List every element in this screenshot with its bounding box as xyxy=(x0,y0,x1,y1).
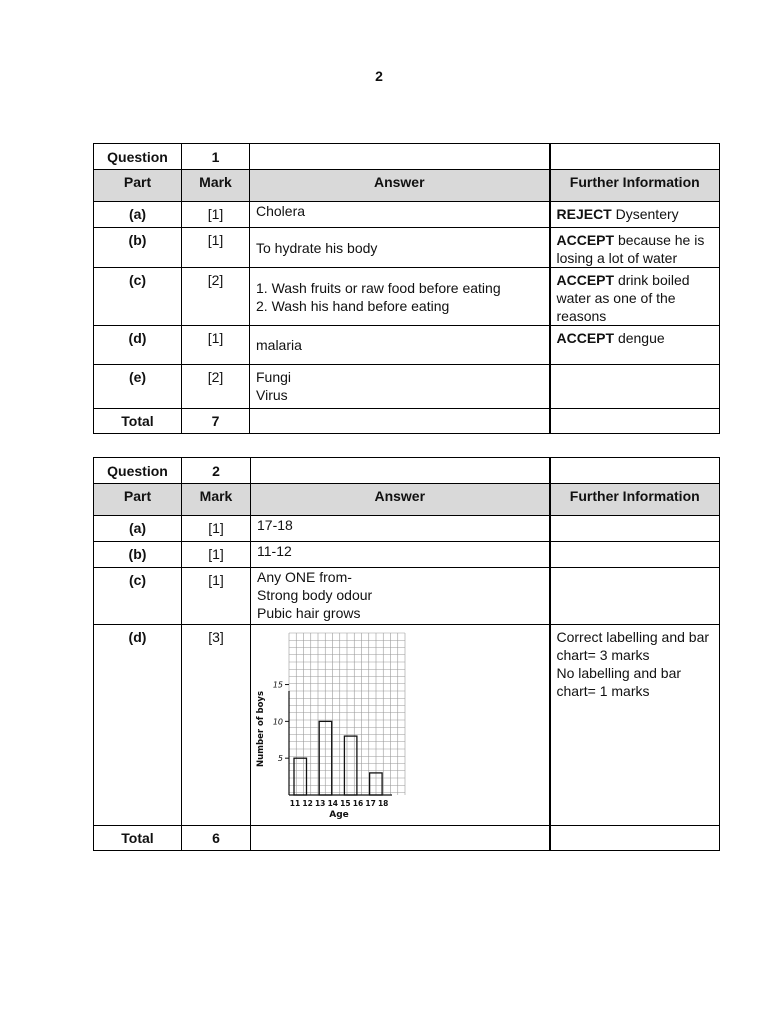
info-keyword: ACCEPT xyxy=(556,272,615,288)
x-tick-label: 12 xyxy=(302,799,313,808)
x-tick-label: 16 xyxy=(352,799,364,808)
part-label: (e) xyxy=(94,365,182,409)
info-keyword: ACCEPT xyxy=(556,232,615,248)
y-axis-label: Number of boys xyxy=(256,690,266,768)
header-info: Further Information xyxy=(550,170,720,202)
part-label: (a) xyxy=(94,516,182,542)
info-line: No labelling and bar chart= 1 marks xyxy=(556,665,682,699)
table-row xyxy=(94,268,720,326)
question-number: 1 xyxy=(182,144,250,170)
total-mark: 6 xyxy=(182,826,251,851)
table-row xyxy=(94,202,720,228)
y-tick-label: 5 xyxy=(277,754,283,764)
table-row xyxy=(94,326,720,365)
x-tick-label: 13 xyxy=(314,799,326,808)
answer-line: 11-12 xyxy=(257,543,292,559)
header-answer: Answer xyxy=(250,170,550,202)
mark-value: [1] xyxy=(182,516,251,542)
answer-line: Strong body odour xyxy=(257,587,373,603)
mark-value: [2] xyxy=(182,365,250,409)
answer-cell xyxy=(250,228,550,268)
question-number: 2 xyxy=(182,458,251,484)
info-cell xyxy=(550,326,720,365)
answer-line: 1. Wash fruits or raw food before eating xyxy=(256,279,501,296)
x-tick-label: 17 xyxy=(365,799,376,808)
answer-cell xyxy=(251,568,550,625)
info-cell xyxy=(550,568,720,625)
total-mark: 7 xyxy=(182,409,250,434)
total-row xyxy=(94,409,720,434)
answer-cell xyxy=(250,202,550,228)
info-cell xyxy=(550,202,720,228)
y-tick-label: 10 xyxy=(272,717,283,727)
answer-line: 2. Wash his hand before eating xyxy=(256,297,450,314)
answer-cell xyxy=(250,365,550,409)
part-label: (a) xyxy=(94,202,182,228)
answer-line: Pubic hair grows xyxy=(257,605,361,621)
info-text: dengue xyxy=(614,330,665,346)
y-tick-label: 15 xyxy=(272,680,283,690)
info-text: drink boiled water as one of the reasons xyxy=(556,272,690,324)
answer-line: Cholera xyxy=(256,203,306,219)
bar xyxy=(344,736,357,795)
total-label: Total xyxy=(94,826,182,851)
info-cell xyxy=(550,365,720,409)
answer-cell xyxy=(251,542,550,568)
part-label: (d) xyxy=(94,625,182,826)
info-line: Correct labelling and bar chart= 3 marks xyxy=(556,629,710,663)
info-keyword: REJECT xyxy=(556,206,612,222)
info-text: because he is losing a lot of water xyxy=(556,232,705,266)
info-keyword: ACCEPT xyxy=(556,330,615,346)
part-label: (b) xyxy=(94,542,182,568)
table-row xyxy=(94,542,720,568)
mark-value: [1] xyxy=(182,202,250,228)
part-label: (c) xyxy=(94,268,182,326)
header-mark: Mark xyxy=(182,484,251,516)
info-cell xyxy=(550,625,720,826)
info-cell xyxy=(550,542,720,568)
answer-line: Virus xyxy=(256,387,288,403)
table-row xyxy=(94,228,720,268)
info-cell xyxy=(550,268,720,326)
header-row xyxy=(94,170,720,202)
answer-cell xyxy=(251,625,550,826)
question-label: Question xyxy=(94,144,182,170)
header-mark: Mark xyxy=(182,170,250,202)
info-text: Dysentery xyxy=(611,206,679,222)
bar-chart xyxy=(255,629,435,819)
part-label: (d) xyxy=(94,326,182,365)
mark-value: [1] xyxy=(182,568,251,625)
mark-value: [1] xyxy=(182,326,250,365)
question-2-table xyxy=(93,457,720,851)
answer-cell xyxy=(250,268,550,326)
total-label: Total xyxy=(94,409,182,434)
mark-value: [3] xyxy=(182,625,251,826)
mark-value: [1] xyxy=(182,228,250,268)
question-label: Question xyxy=(94,458,182,484)
table-row xyxy=(94,365,720,409)
x-tick-label: 15 xyxy=(340,799,351,808)
table-row xyxy=(94,516,720,542)
header-row xyxy=(94,484,720,516)
question-row xyxy=(94,458,720,484)
answer-cell xyxy=(250,326,550,365)
header-part: Part xyxy=(94,170,182,202)
header-answer: Answer xyxy=(251,484,550,516)
header-part: Part xyxy=(94,484,182,516)
table-row xyxy=(94,568,720,625)
part-label: (c) xyxy=(94,568,182,625)
question-1-table xyxy=(93,143,720,434)
x-axis-label: Age xyxy=(329,810,349,819)
answer-line: 17-18 xyxy=(257,517,293,533)
total-row xyxy=(94,826,720,851)
answer-line: Fungi xyxy=(256,369,292,385)
x-tick-label: 18 xyxy=(377,799,389,808)
answer-cell xyxy=(251,516,550,542)
answer-line: malaria xyxy=(256,337,302,353)
page-number: 2 xyxy=(375,68,383,84)
mark-value: [2] xyxy=(182,268,250,326)
x-tick-label: 14 xyxy=(327,799,339,808)
part-label: (b) xyxy=(94,228,182,268)
answer-line: To hydrate his body xyxy=(256,239,378,256)
question-row xyxy=(94,144,720,170)
info-cell xyxy=(550,228,720,268)
info-cell xyxy=(550,516,720,542)
header-info: Further Information xyxy=(550,484,720,516)
x-tick-label: 11 xyxy=(289,799,301,808)
answer-line: Any ONE from- xyxy=(257,569,352,585)
table-row xyxy=(94,625,720,826)
mark-value: [1] xyxy=(182,542,251,568)
